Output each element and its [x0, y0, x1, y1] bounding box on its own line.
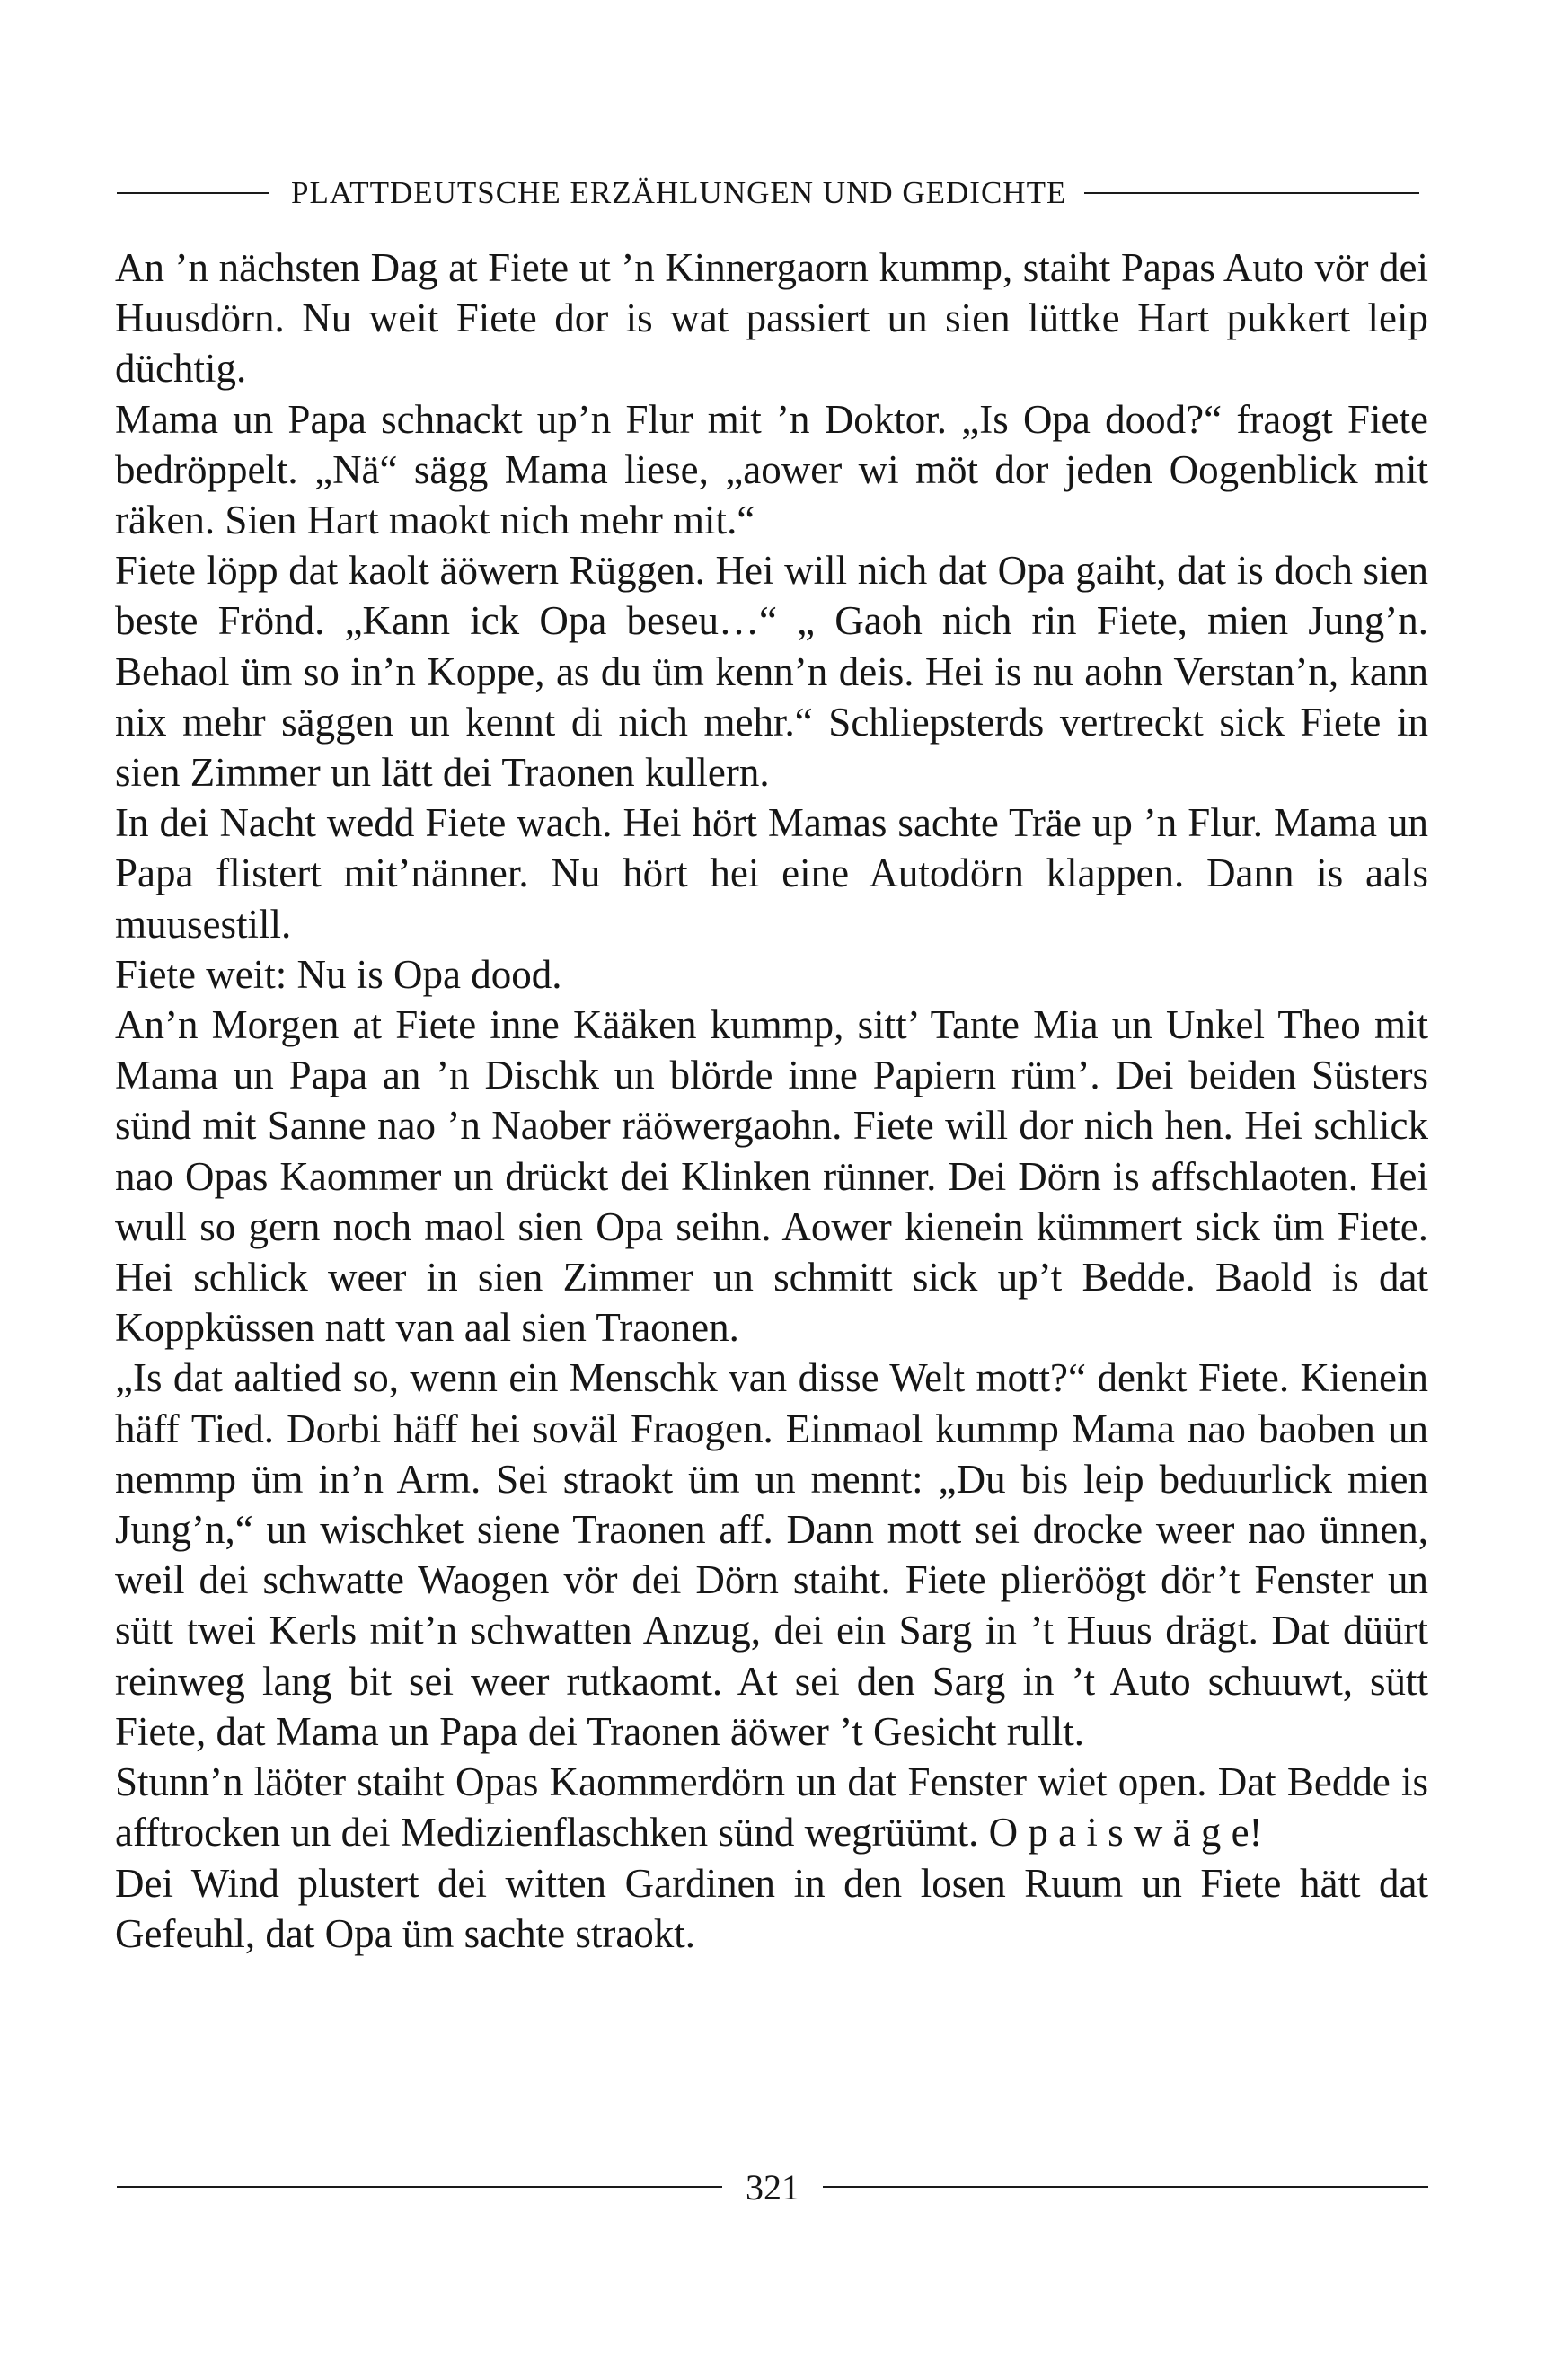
paragraph: Mama un Papa schnackt up’n Flur mit ’n Doktor. „Is Opa dood?“ fraogt Fiete bedröppelt. „Nä“ sägg Mama liese, „aower wi möt dor jeden Oogenblick mit räken. Sien Hart maokt nich mehr mit.“ — [115, 396, 1428, 543]
running-head — [117, 171, 1419, 216]
paragraph: In dei Nacht wedd Fiete wach. Hei hört Mamas sachte Träe up ’n Flur. Mama un Papa flistert mit’nänner. Nu hört hei eine Autodörn klappen. Dann is aals muusestill. — [115, 800, 1428, 947]
paragraph: Fiete weit: Nu is Opa dood. — [115, 951, 562, 997]
paragraph: Dei Wind plustert dei witten Gardinen in den losen Ruum un Fiete hätt dat Gefeuhl, dat Opa üm sachte straokt. — [115, 1860, 1428, 1956]
footer-rule-left — [117, 2186, 722, 2188]
paragraph: An ’n nächsten Dag at Fiete ut ’n Kinnergaorn kummp, staiht Papas Auto vör dei Huusdörn. Nu weit Fiete dor is wat passiert un sien lüttke Hart pukkert leip düchtig. — [115, 245, 1428, 392]
paragraph: An’n Morgen at Fiete inne Kääken kummp, sitt’ Tante Mia un Unkel Theo mit Mama un Papa an ’n Dischk un blörde inne Papiern rüm’. Dei beiden Süsters sünd mit Sanne nao ’n Naober räöwergaohn. Fiete will dor nich hen. Hei schlick nao Opas Kaommer un drückt dei Klinken rünner. Dei Dörn is affschlaoten. Hei wull so gern noch maol sien Opa seihn. Aower kienein kümmert sick üm Fiete. Hei schlick weer in sien Zimmer un schmitt sick up’t Bedde. Baold is dat Koppküssen natt van aal sien Traonen. — [115, 1002, 1428, 1351]
paragraph: Fiete löpp dat kaolt äöwern Rüggen. Hei will nich dat Opa gaiht, dat is doch sien beste Frönd. „Kann ick Opa beseu…“ „ Gaoh nich rin Fiete, mien Jung’n. Behaol üm so in’n Koppe, as du üm kenn’n deis. Hei is nu aohn Verstan’n, kann nix mehr säggen un kennt di nich mehr.“ Schliepsterds vertreckt sick Fiete in sien Zimmer un lätt dei Traonen kullern. — [115, 548, 1428, 796]
header-rule-left — [117, 192, 269, 194]
footer-rule-right — [823, 2186, 1428, 2188]
running-title: PLATTDEUTSCHE ERZÄHLUNGEN UND GEDICHTE — [291, 175, 1067, 210]
page-number: 321 — [746, 2166, 799, 2208]
paragraph: Stunn’n läöter staiht Opas Kaommerdörn un dat Fenster wiet open. Dat Bedde is afftrocken un dei Medizienflaschken sünd wegrüümt. O p a i s w ä g e! — [115, 1759, 1428, 1856]
header-rule-right — [1084, 192, 1419, 194]
paragraph: „Is dat aaltied so, wenn ein Menschk van disse Welt mott?“ denkt Fiete. Kienein häff Tied. Dorbi häff hei soväl Fraogen. Einmaol kummp Mama nao baoben un nemmp üm in’n Arm. Sei straokt üm un mennt: „Du bis leip beduurlick mien Jung’n,“ un wischket siene Traonen aff. Dann mott sei drocke weer nao ünnen, weil dei schwatte Waogen vör dei Dörn staiht. Fiete plieröögt dör’t Fenster un sütt twei Kerls mit’n schwatten Anzug, dei ein Sarg in ’t Huus drägt. Dat düürt reinweg lang bit sei weer rutkaomt. At sei den Sarg in ’t Auto schuuwt, sütt Fiete, dat Mama un Papa dei Traonen äöwer ’t Gesicht rullt. — [115, 1355, 1428, 1754]
story-text — [115, 242, 1428, 1959]
page-footer — [117, 2164, 1428, 2209]
